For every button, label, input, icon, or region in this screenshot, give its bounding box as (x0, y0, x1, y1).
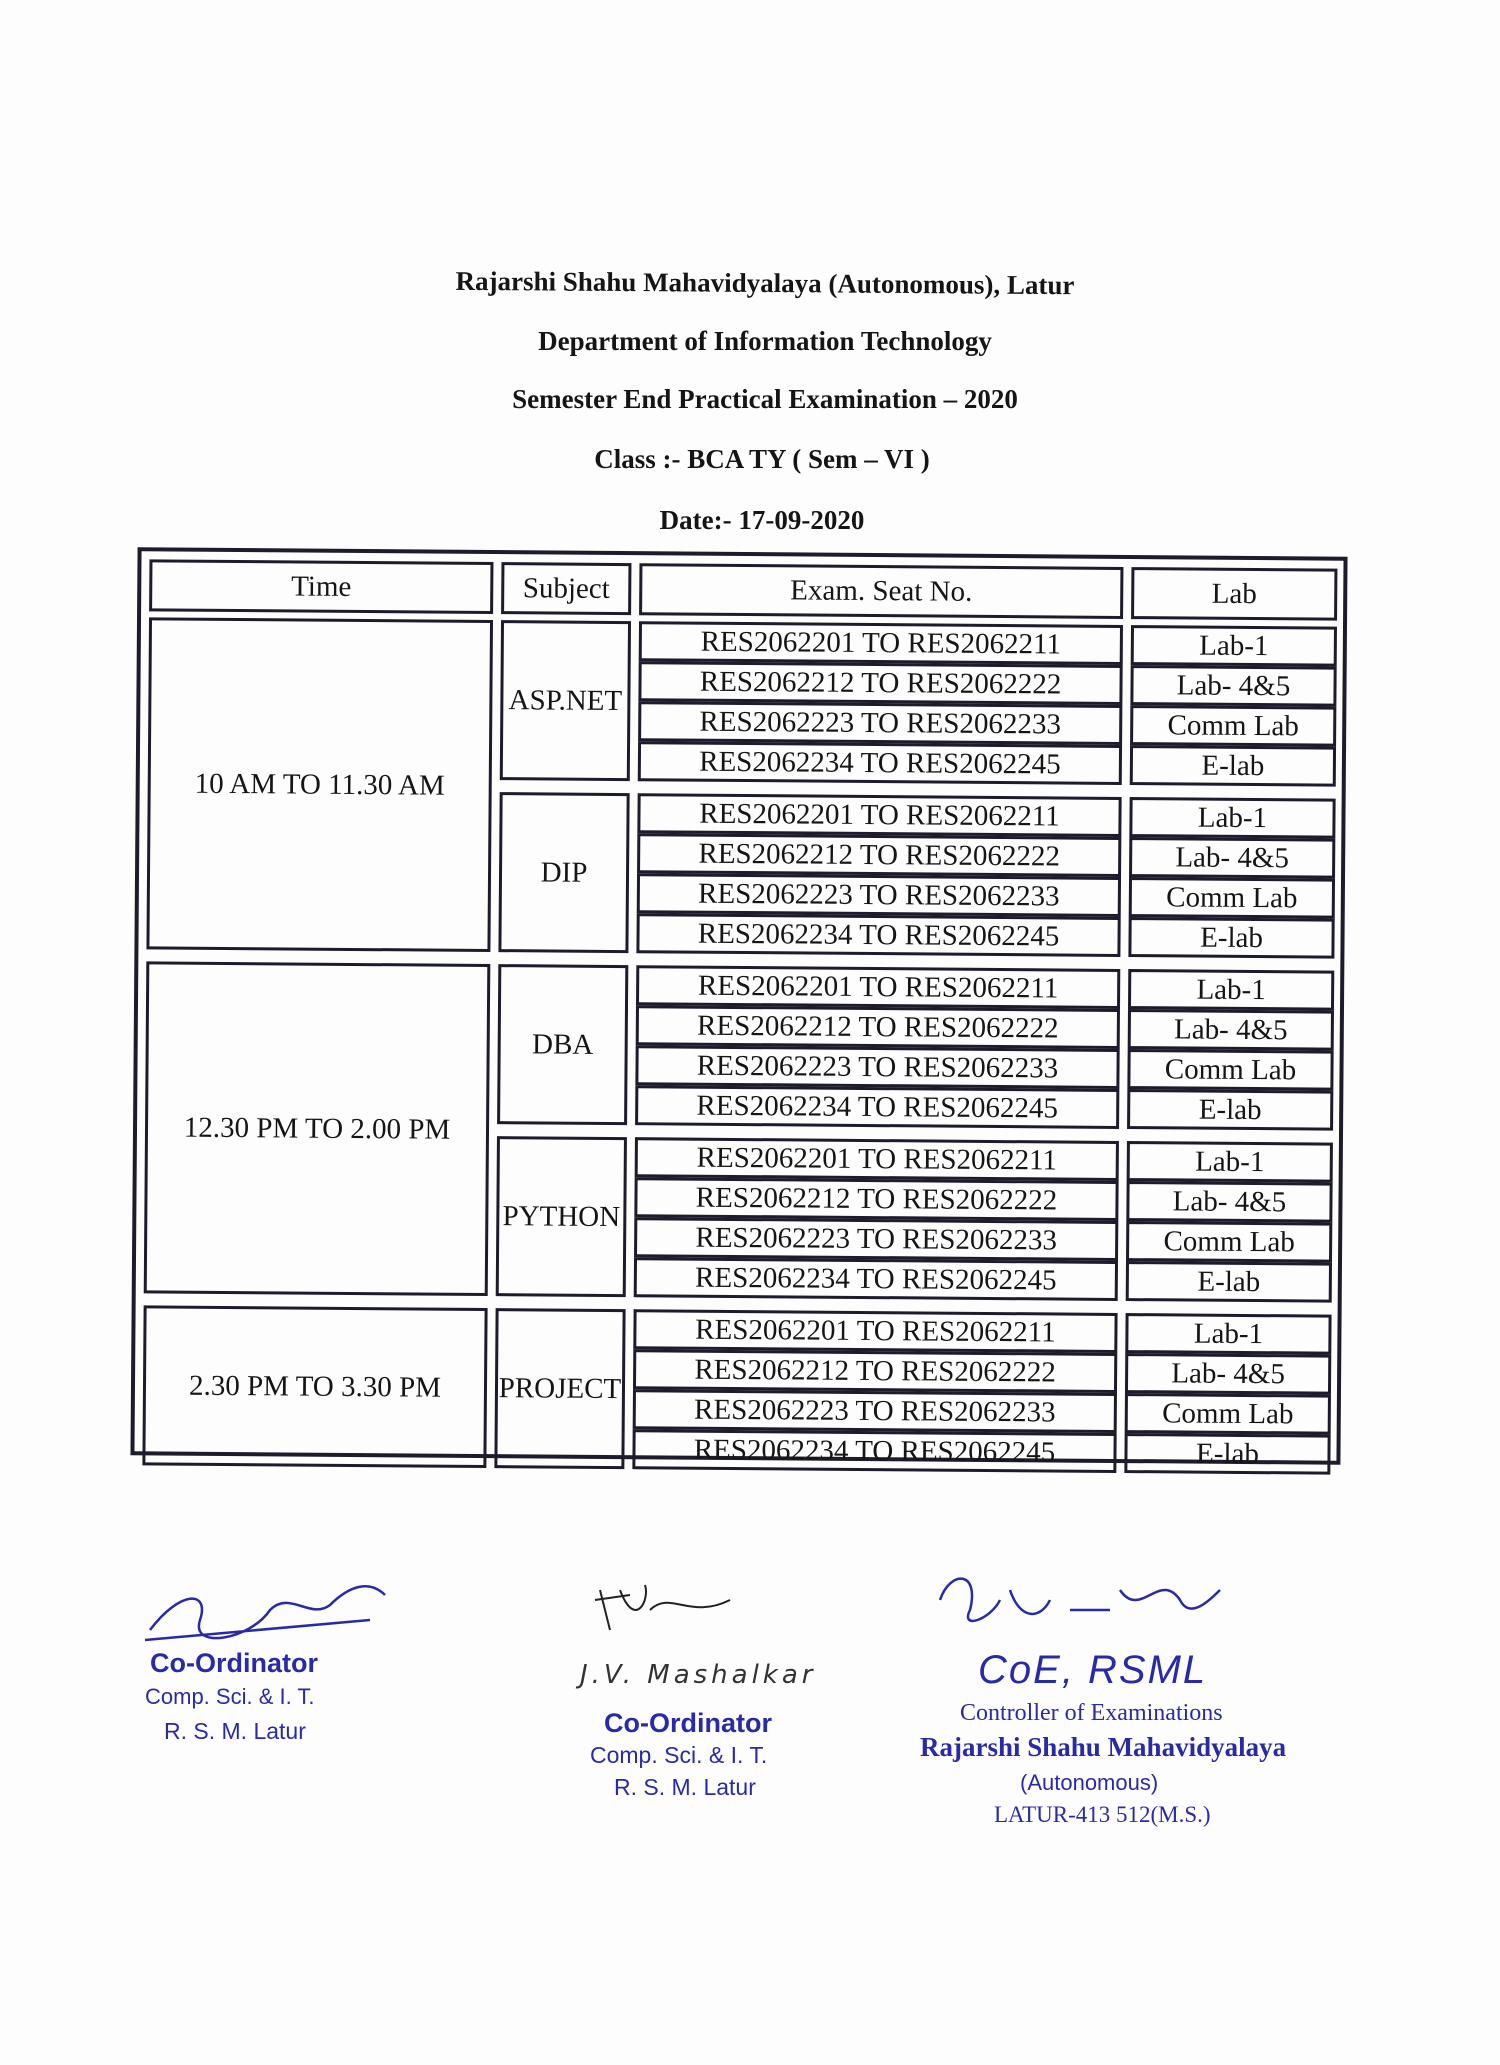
time-slot-cell: 12.30 PM TO 2.00 PM (144, 961, 491, 1296)
seat-range-cell: RES2062234 TO RES2062245 (635, 1085, 1119, 1129)
seat-range-cell: RES2062201 TO RES2062211 (633, 1309, 1117, 1353)
signature-scribble-icon (140, 1570, 400, 1650)
signature-scribble-icon (590, 1570, 750, 1650)
seat-range-cell: RES2062223 TO RES2062233 (634, 1217, 1118, 1261)
subject-cell: ASP.NET (500, 620, 631, 781)
seat-range-cell: RES2062234 TO RES2062245 (638, 741, 1122, 785)
lab-cell: Lab-1 (1131, 625, 1337, 667)
lab-cell: E-lab (1127, 1089, 1333, 1131)
right-title: Controller of Examinations (960, 1700, 1223, 1726)
exam-schedule-table (130, 547, 1347, 1470)
lab-cell: E-lab (1128, 917, 1334, 959)
class-title: Class :- BCA TY ( Sem – VI ) (594, 444, 930, 474)
lab-cell: Lab- 4&5 (1125, 1353, 1331, 1395)
seat-range-cell: RES2062223 TO RES2062233 (637, 873, 1121, 917)
lab-cell: Lab- 4&5 (1129, 837, 1335, 879)
seat-range-cell: RES2062212 TO RES2062222 (637, 833, 1121, 877)
seat-range-cell: RES2062234 TO RES2062245 (634, 1257, 1118, 1301)
seat-range-cell: RES2062223 TO RES2062233 (638, 701, 1122, 745)
signature-middle (560, 1560, 880, 1820)
lab-cell: Comm Lab (1126, 1221, 1332, 1263)
lab-cell: Comm Lab (1130, 705, 1336, 747)
lab-cell: Lab- 4&5 (1130, 665, 1336, 707)
seat-range-cell: RES2062234 TO RES2062245 (636, 913, 1120, 957)
department-title: Department of Information Technology (538, 326, 992, 356)
middle-name: J.V. Mashalkar (580, 1660, 817, 1690)
exam-date: Date:- 17-09-2020 (659, 505, 865, 535)
lab-cell: Lab-1 (1125, 1313, 1331, 1355)
signature-scribble-icon (930, 1560, 1230, 1640)
exam-title: Semester End Practical Examination – 2020 (512, 384, 1018, 414)
seat-range-cell: RES2062212 TO RES2062222 (634, 1177, 1118, 1221)
header-exam-seat-no: Exam. Seat No. (639, 563, 1123, 619)
lab-cell: Lab-1 (1128, 969, 1334, 1011)
left-place: R. S. M. Latur (164, 1718, 306, 1744)
seat-range-cell: RES2062212 TO RES2062222 (633, 1349, 1117, 1393)
signature-right (900, 1560, 1340, 1860)
middle-dept: Comp. Sci. & I. T. (590, 1742, 768, 1768)
seat-range-cell: RES2062201 TO RES2062211 (636, 965, 1120, 1009)
lab-cell: Lab- 4&5 (1126, 1181, 1332, 1223)
lab-cell: Lab- 4&5 (1128, 1009, 1334, 1051)
seat-range-cell: RES2062234 TO RES2062245 (632, 1429, 1116, 1473)
lab-cell: Comm Lab (1129, 877, 1335, 919)
middle-role: Co-Ordinator (604, 1708, 772, 1738)
middle-place: R. S. M. Latur (614, 1774, 756, 1800)
right-address: LATUR-413 512(M.S.) (994, 1802, 1211, 1827)
lab-cell: Lab-1 (1127, 1141, 1333, 1183)
institution-title: Rajarshi Shahu Mahavidyalaya (Autonomous), Latur (455, 265, 1075, 301)
lab-cell: E-lab (1124, 1433, 1330, 1475)
header-lab: Lab (1131, 567, 1337, 621)
seat-range-cell: RES2062223 TO RES2062233 (633, 1389, 1117, 1433)
right-status: (Autonomous) (1020, 1770, 1159, 1795)
subject-cell: DIP (498, 792, 629, 953)
seat-range-cell: RES2062201 TO RES2062211 (639, 621, 1123, 665)
signature-left (120, 1570, 440, 1770)
lab-cell: E-lab (1130, 745, 1336, 787)
seat-range-cell: RES2062223 TO RES2062233 (635, 1045, 1119, 1089)
time-slot-cell: 2.30 PM TO 3.30 PM (142, 1305, 487, 1468)
time-slot-cell: 10 AM TO 11.30 AM (146, 617, 493, 952)
header-subject: Subject (501, 562, 631, 615)
right-college: Rajarshi Shahu Mahavidyalaya (920, 1732, 1287, 1762)
lab-cell: Comm Lab (1127, 1049, 1333, 1091)
left-dept: Comp. Sci. & I. T. (145, 1684, 315, 1709)
seat-range-cell: RES2062212 TO RES2062222 (636, 1005, 1120, 1049)
subject-cell: PROJECT (494, 1308, 625, 1469)
lab-cell: Comm Lab (1125, 1393, 1331, 1435)
header-time: Time (149, 559, 493, 614)
seat-range-cell: RES2062201 TO RES2062211 (637, 793, 1121, 837)
lab-cell: Lab-1 (1129, 797, 1335, 839)
seat-range-cell: RES2062201 TO RES2062211 (635, 1137, 1119, 1181)
subject-cell: PYTHON (496, 1136, 627, 1297)
left-role: Co-Ordinator (150, 1648, 318, 1678)
right-handwritten: CoE, RSML (978, 1648, 1208, 1692)
subject-cell: DBA (497, 964, 628, 1125)
seat-range-cell: RES2062212 TO RES2062222 (638, 661, 1122, 705)
lab-cell: E-lab (1126, 1261, 1332, 1303)
